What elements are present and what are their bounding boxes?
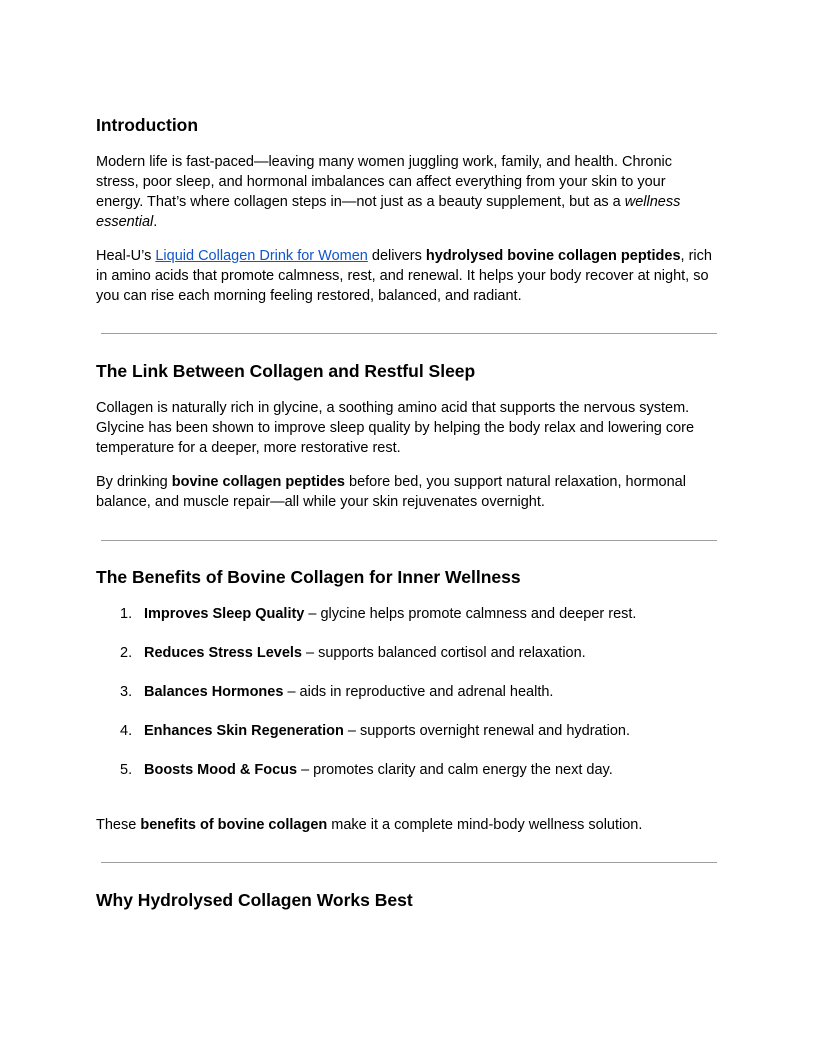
sleep-paragraph-2 bbox=[96, 472, 708, 512]
list-item-title: Enhances Skin Regeneration bbox=[144, 723, 344, 739]
list-item-title: Reduces Stress Levels bbox=[144, 645, 302, 661]
list-item-title: Boosts Mood & Focus bbox=[144, 762, 298, 778]
list-item-title: Improves Sleep Quality bbox=[144, 606, 305, 622]
list-item bbox=[96, 682, 553, 702]
list-item-title: Balances Hormones bbox=[144, 684, 284, 700]
benefits-summary bbox=[96, 815, 716, 835]
list-item-number: 3. bbox=[120, 684, 133, 700]
summary-start: These bbox=[96, 817, 141, 833]
intro-paragraph-2 bbox=[96, 246, 722, 306]
intro-heading: Introduction bbox=[96, 115, 199, 135]
sleep-p2-bold: bovine collagen peptides bbox=[171, 474, 345, 490]
summary-bold: benefits of bovine collagen bbox=[140, 817, 328, 833]
list-item bbox=[96, 604, 636, 624]
list-item bbox=[96, 721, 630, 741]
intro-p2-end: , rich in amino acids that promote calmness, rest, and renewal. It helps your body recover at night, so you can rise each morning feeling restored, balanced, and radiant. bbox=[96, 248, 712, 304]
list-item-number: 4. bbox=[120, 723, 133, 739]
list-item-description: – glycine helps promote calmness and deeper rest. bbox=[304, 606, 637, 622]
summary-end: make it a complete mind-body wellness solution. bbox=[327, 817, 643, 833]
intro-paragraph-1 bbox=[96, 152, 708, 232]
sleep-p2-end: before bed, you support natural relaxation, hormonal balance, and muscle repair—all while your skin rejuvenates overnight. bbox=[96, 474, 686, 510]
list-item-number: 2. bbox=[120, 645, 133, 661]
sleep-paragraph-1: Collagen is naturally rich in glycine, a soothing amino acid that supports the nervous system. Glycine has been shown to improve sleep quality by helping the body relax and lowering core temperature for a deeper, more restorative rest. bbox=[96, 400, 695, 456]
intro-p2-mid: delivers bbox=[367, 248, 426, 264]
intro-p2-bold: hydrolysed bovine collagen peptides bbox=[425, 248, 681, 264]
section-divider bbox=[101, 540, 717, 541]
list-item-description: – supports balanced cortisol and relaxation. bbox=[301, 645, 586, 661]
intro-p1-text: Modern life is fast-paced—leaving many women juggling work, family, and health. Chronic stress, poor sleep, and hormonal imbalances can affect everything from your skin to your energy. That’s where collagen steps in—not just as a beauty supplement, but as a bbox=[96, 154, 672, 210]
list-item bbox=[96, 643, 586, 663]
section-divider bbox=[101, 333, 717, 334]
benefits-heading: The Benefits of Bovine Collagen for Inner Wellness bbox=[96, 567, 521, 587]
list-item-number: 5. bbox=[120, 762, 133, 778]
sleep-p2-start: By drinking bbox=[96, 474, 172, 490]
list-item-description: – promotes clarity and calm energy the next day. bbox=[297, 762, 613, 778]
intro-p1-end: . bbox=[153, 214, 158, 230]
list-item-description: – supports overnight renewal and hydration. bbox=[343, 723, 630, 739]
list-item bbox=[96, 760, 613, 780]
hydrolysed-heading: Why Hydrolysed Collagen Works Best bbox=[96, 890, 413, 910]
list-item-number: 1. bbox=[120, 606, 133, 622]
intro-p2-start: Heal-U’s bbox=[96, 248, 156, 264]
intro-p1-emphasis: wellness essential bbox=[96, 194, 681, 230]
liquid-collagen-link[interactable]: Liquid Collagen Drink for Women bbox=[155, 248, 368, 264]
list-item-description: – aids in reproductive and adrenal health. bbox=[283, 684, 554, 700]
sleep-heading: The Link Between Collagen and Restful Sleep bbox=[96, 361, 476, 381]
section-divider bbox=[101, 862, 717, 863]
